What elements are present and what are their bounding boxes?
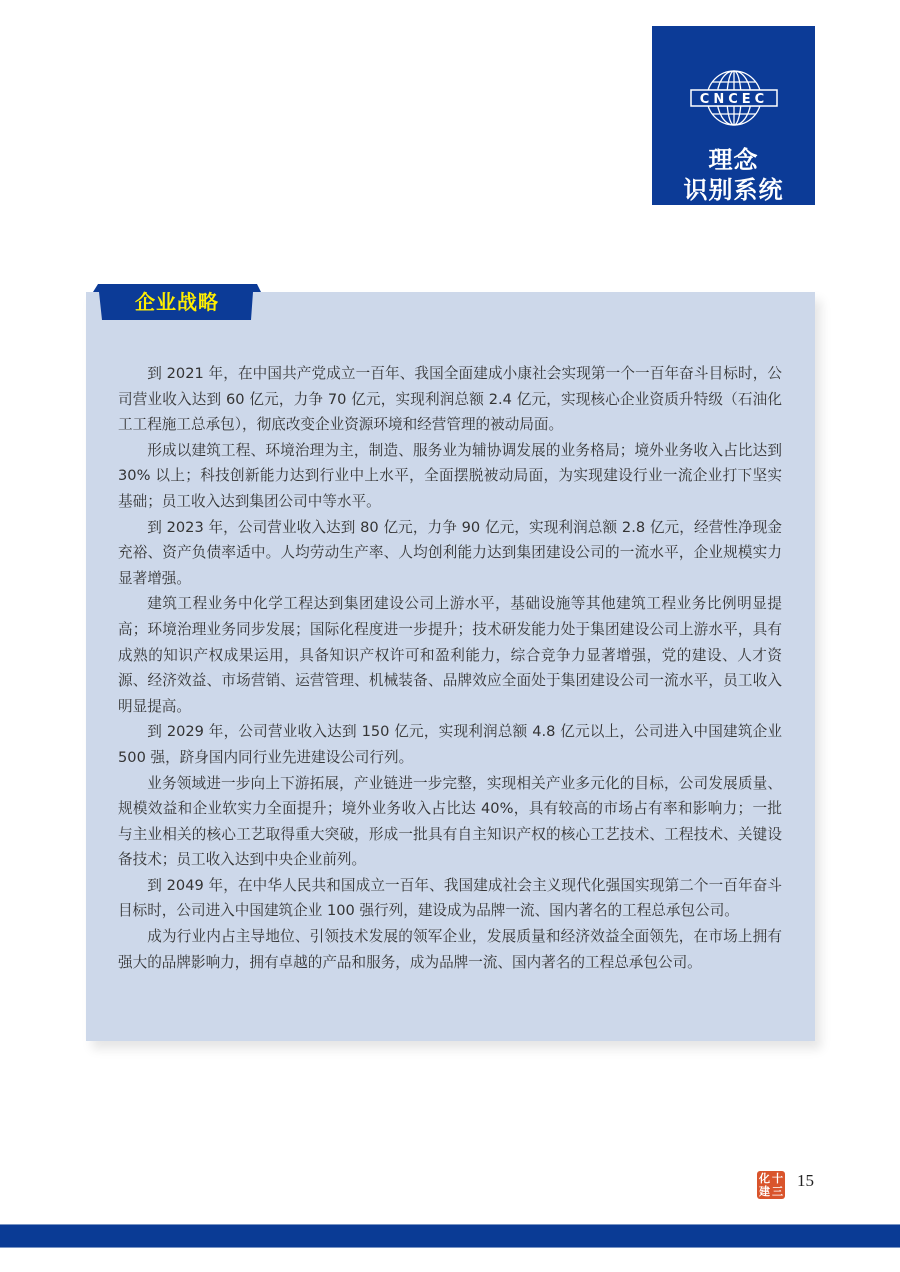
logo-text: CNCEC bbox=[699, 92, 769, 107]
section-tab bbox=[93, 284, 261, 320]
paragraph: 到 2021 年，在中国共产党成立一百年、我国全面建成小康社会实现第一个一百年奋斗目标时，公司营业收入达到 60 亿元，力争 70 亿元，实现利润总额 2.4 亿元，实现核心企业资质升特级（石油化工工程施工总承包），彻底改变企业资源环境和经营管理的被动局面。 bbox=[118, 365, 782, 434]
paragraph: 建筑工程业务中化学工程达到集团建设公司上游水平，基础设施等其他建筑工程业务比例明显提高；环境治理业务同步发展；国际化程度进一步提升；技术研发能力处于集团建设公司上游水平，具有成熟的知识产权成果运用，具备知识产权许可和盈利能力，综合竞争力显著增强，党的建设、人才资源、经济效益、市场营销、运营管理、机械装备、品牌效应全面处于集团建设公司一流水平，员工收入明显提高。 bbox=[118, 595, 782, 715]
section-title: 企业战略 bbox=[135, 290, 219, 314]
header-title-line1: 理念 bbox=[708, 145, 759, 174]
paragraph: 到 2023 年，公司营业收入达到 80 亿元，力争 90 亿元，实现利润总额 2.8 亿元，经营性净现金充裕、资产负债率适中。人均劳动生产率、人均创利能力达到集团建设公司的一流水平，企业规模实力显著增强。 bbox=[118, 518, 782, 587]
cncec-globe-logo-icon bbox=[690, 68, 778, 128]
paragraph: 到 2049 年，在中华人民共和国成立一百年、我国建成社会主义现代化强国实现第二个一百年奋斗目标时，公司进入中国建筑企业 100 强行列，建设成为品牌一流、国内著名的工程总承包公司。 bbox=[118, 876, 782, 920]
footer-bar bbox=[0, 1224, 900, 1248]
seal-stamp-icon: 十 三 化 建 bbox=[759, 1172, 783, 1198]
paragraph: 到 2029 年，公司营业收入达到 150 亿元，实现利润总额 4.8 亿元以上，公司进入中国建筑企业 500 强，跻身国内同行业先进建设公司行列。 bbox=[118, 723, 782, 766]
paragraph: 成为行业内占主导地位、引领技术发展的领军企业，发展质量和经济效益全面领先，在市场上拥有强大的品牌影响力，拥有卓越的产品和服务，成为品牌一流、国内著名的工程总承包公司。 bbox=[118, 928, 782, 971]
paragraph: 业务领域进一步向上下游拓展，产业链进一步完整，实现相关产业多元化的目标，公司发展质量、规模效益和企业软实力全面提升；境外业务收入占比达 40%，具有较高的市场占有率和影响力；一批与主业相关的核心工艺取得重大突破，形成一批具有自主知识产权的核心工艺技术、工程技术、关键设备技术；员工收入达到中央企业前列。 bbox=[118, 774, 782, 869]
header-logo-box bbox=[652, 26, 815, 205]
page-number: 15 bbox=[797, 1171, 814, 1190]
paragraph: 形成以建筑工程、环境治理为主，制造、服务业为辅协调发展的业务格局；境外业务收入占比达到 30% 以上；科技创新能力达到行业中上水平，全面摆脱被动局面，为实现建设行业一流企业打下坚实基础；员工收入达到集团公司中等水平。 bbox=[118, 441, 782, 510]
strategy-text bbox=[118, 361, 782, 975]
header-title-line2: 识别系统 bbox=[683, 175, 784, 204]
